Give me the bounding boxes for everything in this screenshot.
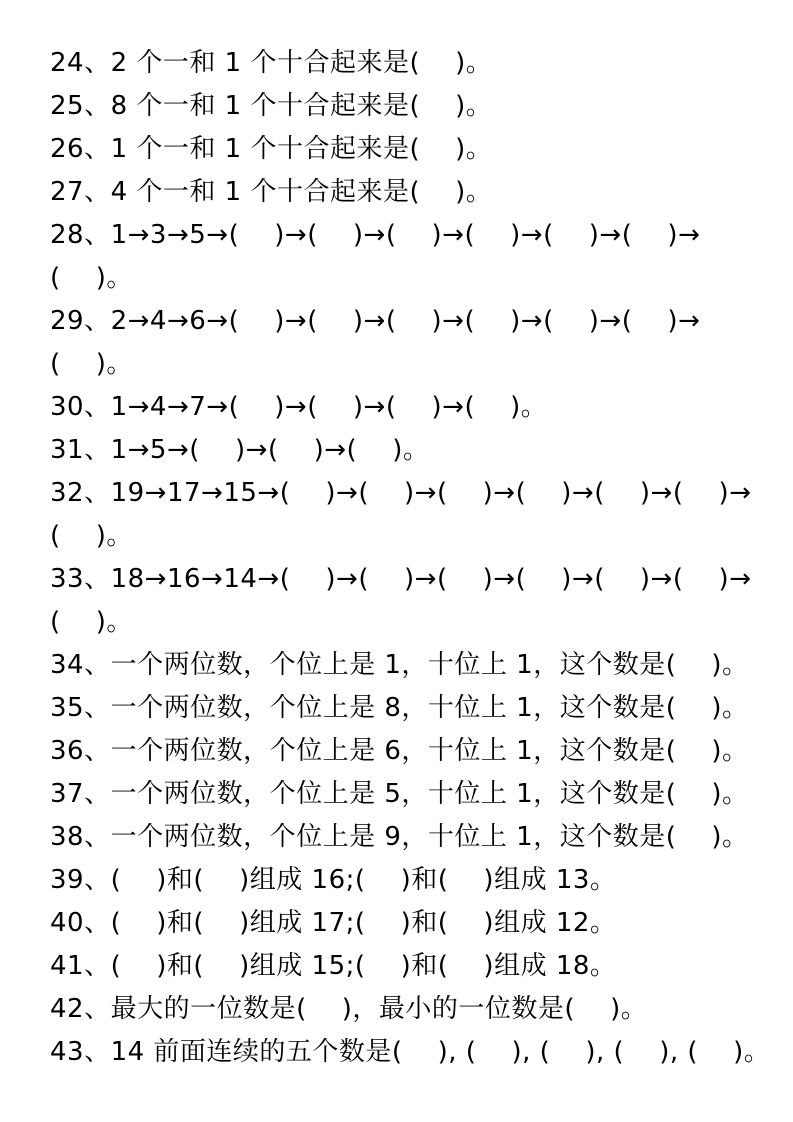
question-31: 31、1→5→( )→( )→( )。 (50, 435, 430, 465)
question-28-line-2: ( )。 (50, 263, 133, 293)
question-42: 42、最大的一位数是( )，最小的一位数是( )。 (50, 994, 648, 1024)
question-32-line-2: ( )。 (50, 521, 133, 551)
question-33-line-2: ( )。 (50, 607, 133, 637)
question-28-line-1: 28、1→3→5→( )→( )→( )→( )→( )→( )→ (50, 220, 701, 250)
question-38: 38、一个两位数，个位上是 9，十位上 1，这个数是( )。 (50, 822, 749, 852)
question-25: 25、8 个一和 1 个十合起来是( )。 (50, 91, 493, 121)
question-32-line-1: 32、19→17→15→( )→( )→( )→( )→( )→( )→ (50, 478, 752, 508)
question-41: 41、( )和( )组成 15;( )和( )组成 18。 (50, 951, 617, 981)
question-27: 27、4 个一和 1 个十合起来是( )。 (50, 177, 493, 207)
question-43: 43、14 前面连续的五个数是( ), ( ), ( ), ( ), ( )。 (50, 1037, 771, 1067)
worksheet-content (50, 42, 773, 1074)
question-26: 26、1 个一和 1 个十合起来是( )。 (50, 134, 493, 164)
question-35: 35、一个两位数，个位上是 8，十位上 1，这个数是( )。 (50, 693, 749, 723)
question-36: 36、一个两位数，个位上是 6，十位上 1，这个数是( )。 (50, 736, 749, 766)
question-29-line-1: 29、2→4→6→( )→( )→( )→( )→( )→( )→ (50, 306, 701, 336)
question-29-line-2: ( )。 (50, 349, 133, 379)
question-33-line-1: 33、18→16→14→( )→( )→( )→( )→( )→( )→ (50, 564, 752, 594)
question-37: 37、一个两位数，个位上是 5，十位上 1，这个数是( )。 (50, 779, 749, 809)
question-24: 24、2 个一和 1 个十合起来是( )。 (50, 48, 493, 78)
question-40: 40、( )和( )组成 17;( )和( )组成 12。 (50, 908, 617, 938)
question-30: 30、1→4→7→( )→( )→( )→( )。 (50, 392, 548, 422)
question-39: 39、( )和( )组成 16;( )和( )组成 13。 (50, 865, 617, 895)
question-34: 34、一个两位数，个位上是 1，十位上 1，这个数是( )。 (50, 650, 749, 680)
